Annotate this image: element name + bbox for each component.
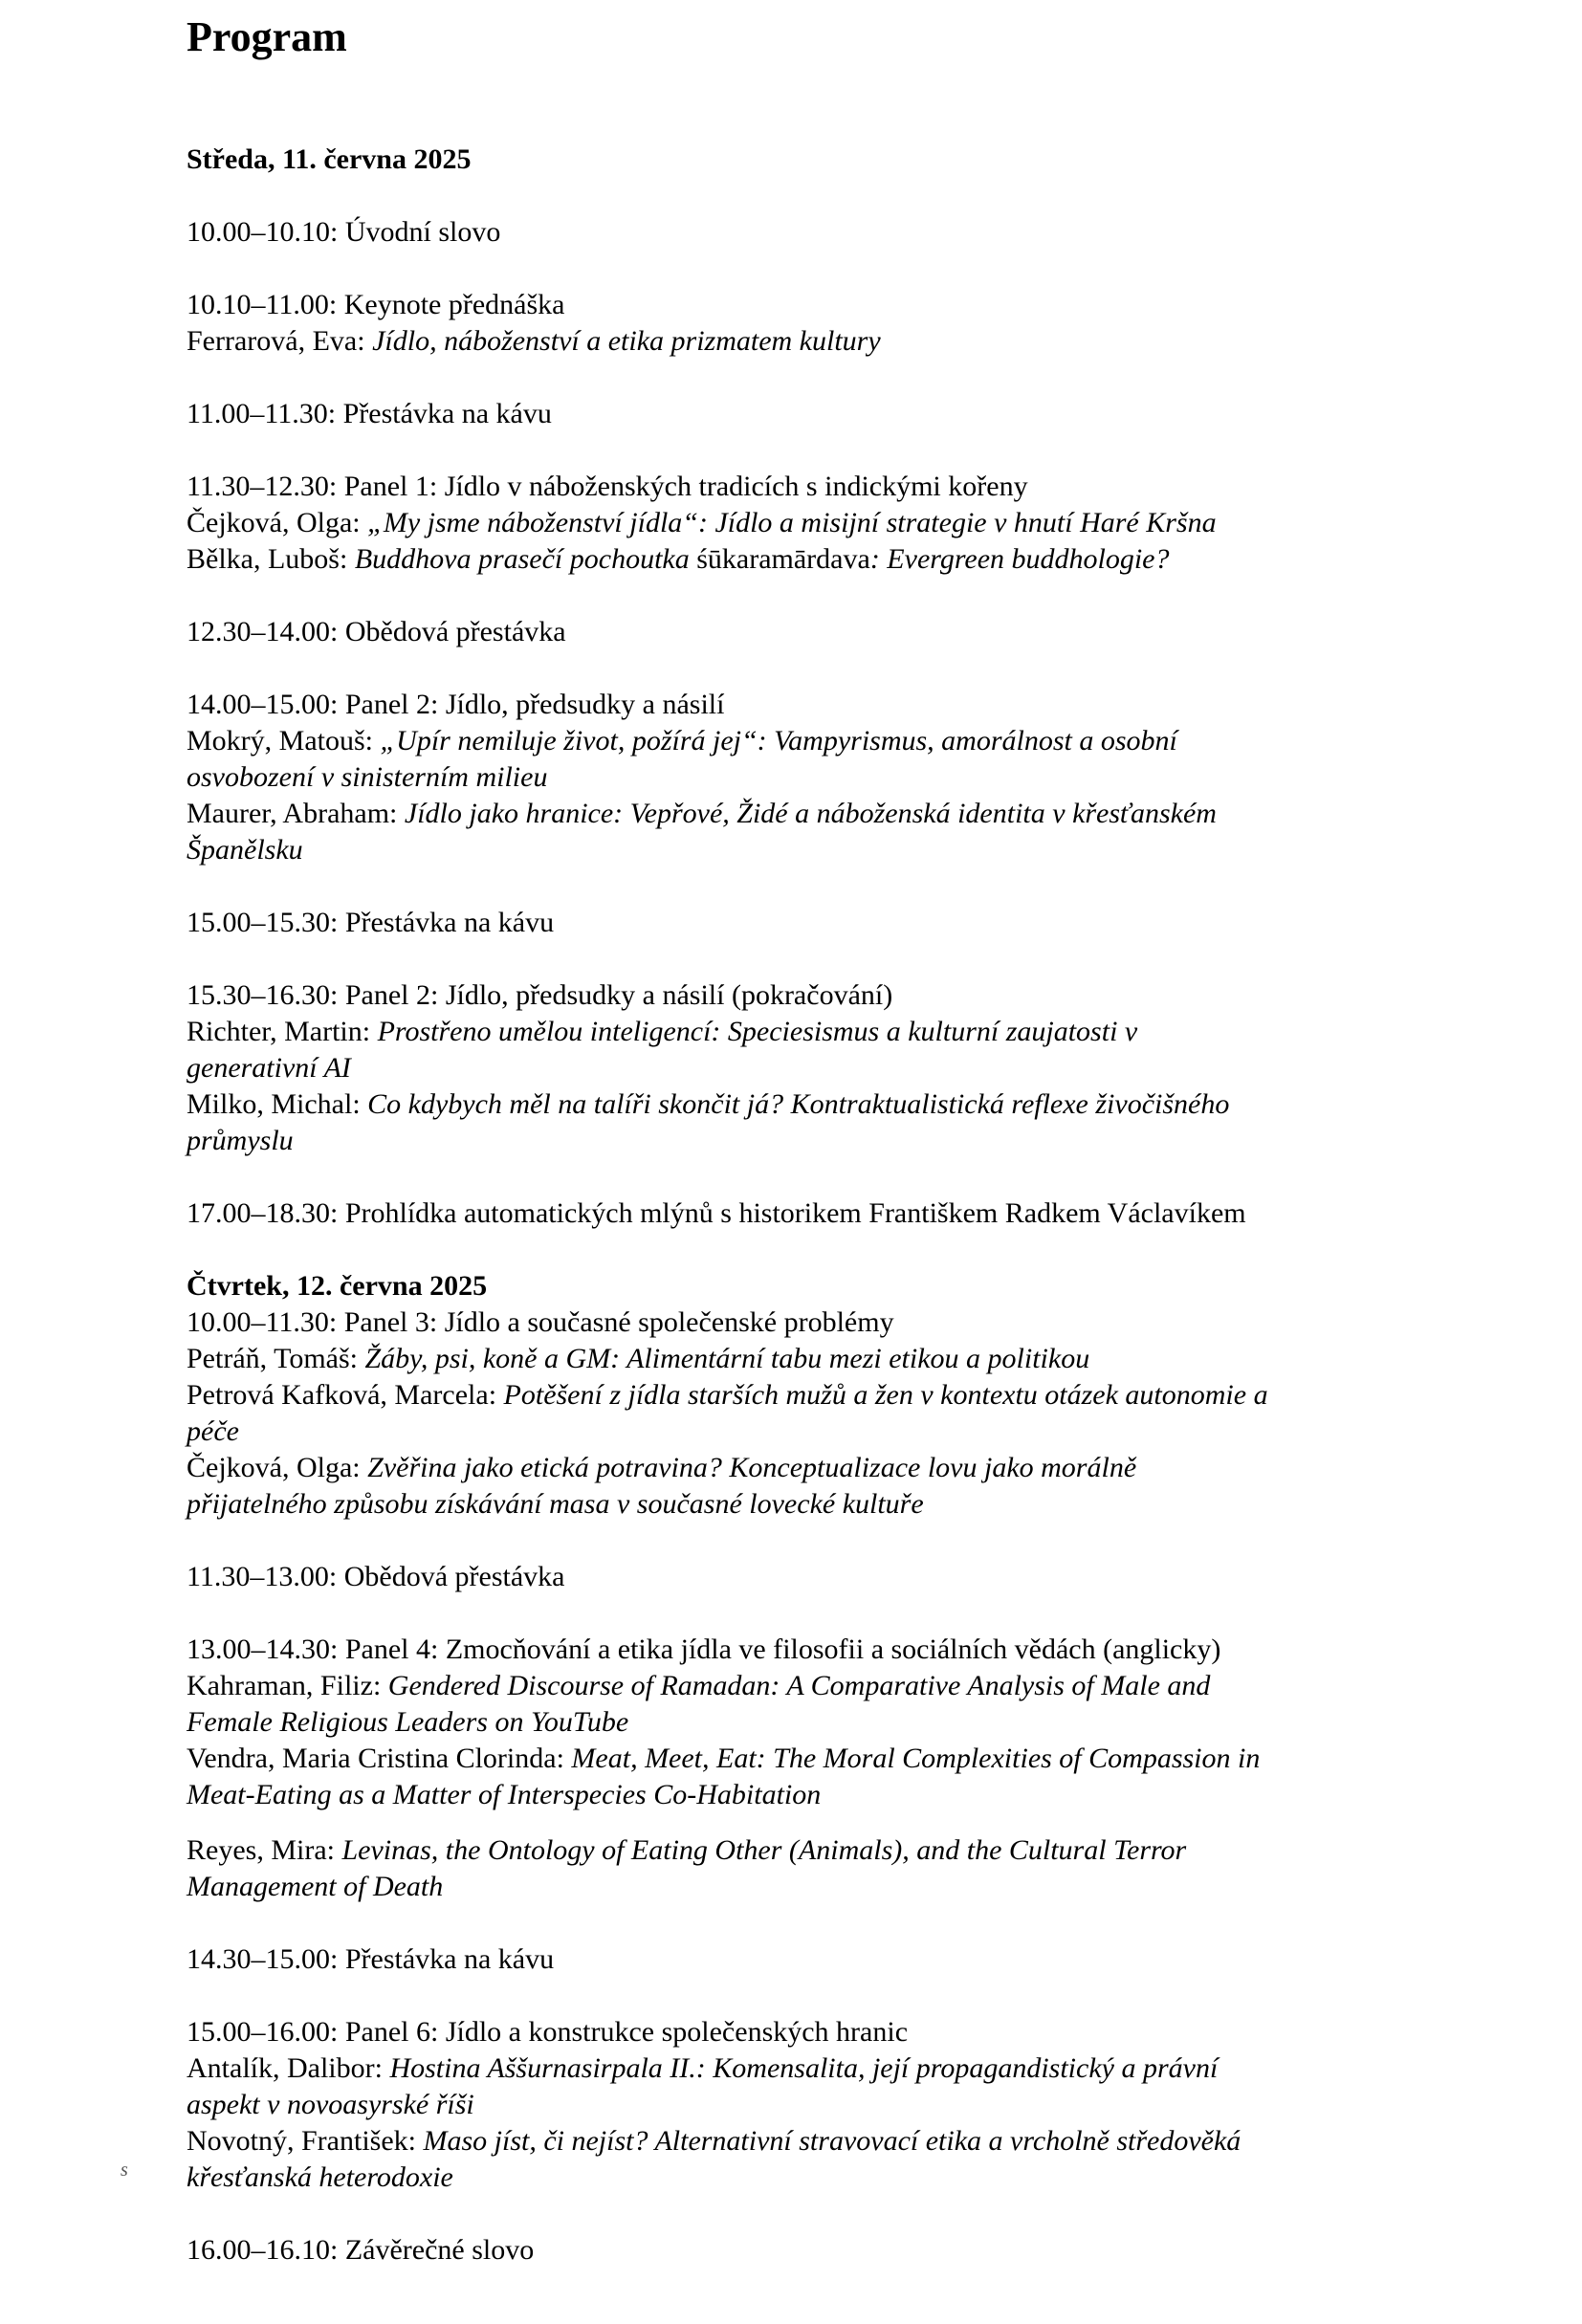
session-time: 15.30–16.30: Panel 2: Jídlo, předsudky a násilí (pokračování) — [187, 979, 893, 1011]
talk-entry — [187, 505, 1217, 541]
talk-entry — [187, 1668, 1210, 1704]
talk-title: generativní AI — [187, 1052, 351, 1084]
talk-title: Španělsku — [187, 834, 303, 866]
talk-entry — [187, 1086, 1229, 1123]
talk-author: Čejková, Olga: — [187, 1452, 368, 1483]
talk-title: průmyslu — [187, 1125, 294, 1156]
session-time: 10.00–10.10: Úvodní slovo — [187, 216, 501, 248]
talk-title: Co kdybych měl na talíři skončit já? Kontraktualistická reflexe živočišného — [367, 1088, 1230, 1120]
talk-title: péče — [187, 1415, 239, 1447]
talk-entry — [187, 1832, 1186, 1869]
session-time: 14.30–15.00: Přestávka na kávu — [187, 1943, 555, 1975]
talk-author: Petrová Kafková, Marcela: — [187, 1379, 504, 1411]
session-time: 11.30–12.30: Panel 1: Jídlo v náboženských tradicích s indickými kořeny — [187, 471, 1028, 502]
session-time: 14.00–15.00: Panel 2: Jídlo, předsudky a násilí — [187, 689, 725, 720]
talk-author: Ferrarová, Eva: — [187, 325, 373, 357]
talk-author: Mokrý, Matouš: — [187, 725, 381, 756]
session-time: 17.00–18.30: Prohlídka automatických mlýnů s historikem Františkem Radkem Václavíkem — [187, 1197, 1246, 1229]
talk-author: Kahraman, Filiz: — [187, 1670, 388, 1701]
talk-title: Meat, Meet, Eat: The Moral Complexities of Compassion in — [571, 1743, 1261, 1774]
talk-title: Management of Death — [187, 1871, 444, 1902]
talk-author: Milko, Michal: — [187, 1088, 368, 1120]
talk-title: Jídlo, náboženství a etika prizmatem kultury — [372, 325, 881, 357]
session-time: 11.00–11.30: Přestávka na kávu — [187, 398, 552, 429]
talk-title: Hostina Aššurnasirpala II.: Komensalita, její propagandistický a právní — [389, 2052, 1219, 2084]
talk-title: Meat-Eating as a Matter of Interspecies Co-Habitation — [187, 1779, 822, 1810]
margin-mark: s — [121, 2160, 128, 2181]
talk-title: Zvěřina jako etická potravina? Konceptualizace lovu jako morálně — [367, 1452, 1137, 1483]
talk-entry — [187, 1341, 1089, 1377]
talk-entry — [187, 541, 1170, 578]
talk-title: osvobození v sinisterním milieu — [187, 761, 548, 793]
talk-author: Novotný, František: — [187, 2125, 424, 2157]
session-time: 13.00–14.30: Panel 4: Zmocňování a etika jídla ve filosofii a sociálních vědách (anglicky) — [187, 1633, 1221, 1665]
talk-author: Richter, Martin: — [187, 1016, 378, 1047]
page-title: Program — [187, 13, 347, 60]
day-heading: Čtvrtek, 12. června 2025 — [187, 1270, 488, 1302]
talk-title: křesťanská heterodoxie — [187, 2161, 453, 2193]
session-time: 11.30–13.00: Obědová přestávka — [187, 1561, 565, 1592]
talk-author: Antalík, Dalibor: — [187, 2052, 390, 2084]
talk-title-term: śūkaramārdava — [689, 543, 870, 575]
talk-entry — [187, 1377, 1268, 1414]
talk-title: aspekt v novoasyrské říši — [187, 2089, 474, 2120]
talk-title: Jídlo jako hranice: Vepřové, Židé a náboženská identita v křesťanském — [404, 798, 1217, 829]
talk-title: Female Religious Leaders on YouTube — [187, 1706, 629, 1738]
talk-entry — [187, 723, 1177, 759]
talk-entry — [187, 1450, 1136, 1486]
session-time: 12.30–14.00: Obědová přestávka — [187, 616, 566, 647]
talk-title: Potěšení z jídla starších mužů a žen v kontextu otázek autonomie a — [503, 1379, 1268, 1411]
talk-author: Petráň, Tomáš: — [187, 1343, 365, 1374]
session-time: 15.00–16.00: Panel 6: Jídlo a konstrukce společenských hranic — [187, 2016, 909, 2048]
talk-title: Buddhova prasečí pochoutka — [354, 543, 690, 575]
talk-title: Levinas, the Ontology of Eating Other (Animals), and the Cultural Terror — [341, 1834, 1187, 1866]
session-time: 10.10–11.00: Keynote přednáška — [187, 289, 565, 320]
talk-author: Vendra, Maria Cristina Clorinda: — [187, 1743, 572, 1774]
talk-title: Gendered Discourse of Ramadan: A Comparative Analysis of Male and — [387, 1670, 1211, 1701]
talk-title: Maso jíst, či nejíst? Alternativní stravovací etika a vrcholně středověká — [423, 2125, 1241, 2157]
talk-title: Žáby, psi, koně a GM: Alimentární tabu mezi etikou a politikou — [364, 1343, 1090, 1374]
talk-entry — [187, 1741, 1260, 1777]
talk-title: : Evergreen buddhologie? — [869, 543, 1170, 575]
talk-entry — [187, 323, 881, 360]
talk-author: Maurer, Abraham: — [187, 798, 405, 829]
session-time: 16.00–16.10: Závěrečné slovo — [187, 2234, 535, 2266]
talk-entry — [187, 796, 1217, 832]
day-heading: Středa, 11. června 2025 — [187, 143, 472, 175]
talk-title: přijatelného způsobu získávání masa v současné lovecké kultuře — [187, 1488, 924, 1520]
talk-entry — [187, 2050, 1218, 2087]
session-time: 10.00–11.30: Panel 3: Jídlo a současné společenské problémy — [187, 1306, 894, 1338]
talk-author: Reyes, Mira: — [187, 1834, 342, 1866]
talk-title: Prostřeno umělou inteligencí: Speciesismus a kulturní zaujatosti v — [377, 1016, 1138, 1047]
talk-author: Bělka, Luboš: — [187, 543, 355, 575]
talk-title: „Upír nemiluje život, požírá jej“: Vampyrismus, amorálnost a osobní — [380, 725, 1177, 756]
talk-entry — [187, 1014, 1137, 1050]
talk-title: „My jsme náboženství jídla“: Jídlo a misijní strategie v hnutí Haré Kršna — [367, 507, 1217, 538]
talk-entry — [187, 2123, 1241, 2160]
talk-author: Čejková, Olga: — [187, 507, 368, 538]
session-time: 15.00–15.30: Přestávka na kávu — [187, 907, 555, 938]
